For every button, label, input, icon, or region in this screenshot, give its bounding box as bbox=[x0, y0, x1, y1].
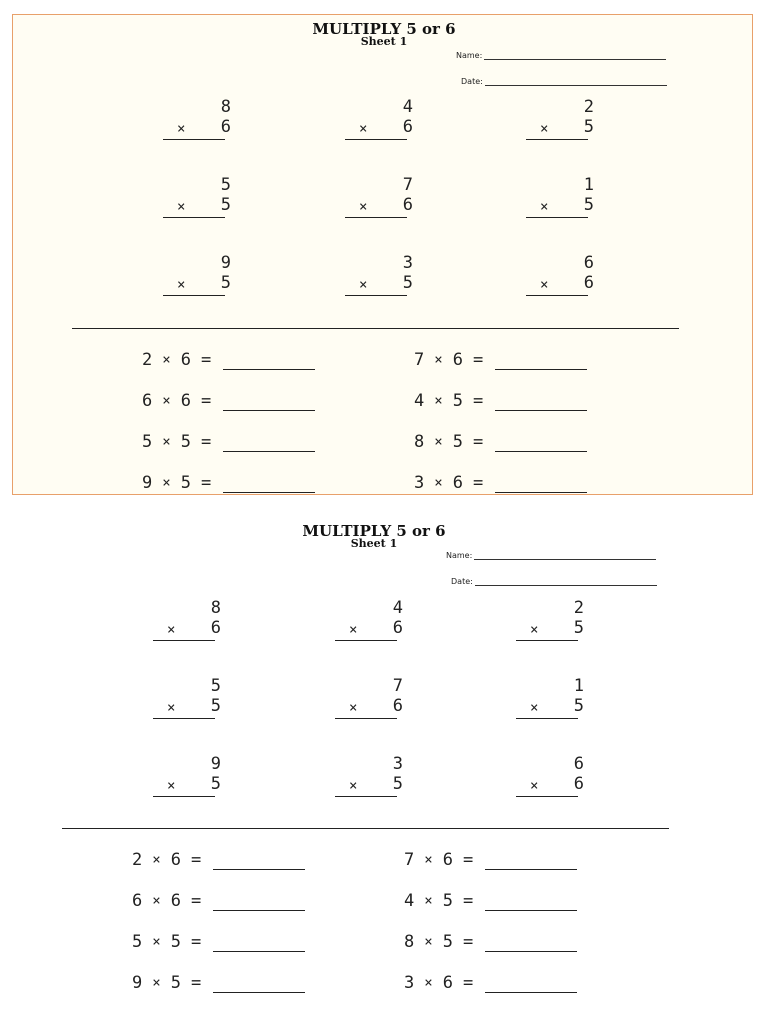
problem-top-number: 4 bbox=[392, 598, 403, 618]
problem-card bbox=[526, 97, 606, 159]
date-input-line[interactable] bbox=[485, 77, 667, 86]
date-label: Date: bbox=[461, 77, 483, 86]
equals-sign: = bbox=[462, 973, 474, 993]
equation-factor: 6 bbox=[442, 850, 453, 870]
name-label: Name: bbox=[446, 551, 473, 560]
problem-bottom-number: 6 bbox=[392, 618, 403, 638]
problem-bottom-number: 5 bbox=[402, 273, 413, 293]
worksheet-framed bbox=[0, 0, 768, 500]
problem-top-number: 1 bbox=[573, 676, 584, 696]
answer-rule bbox=[516, 718, 578, 719]
date-input-line[interactable] bbox=[475, 577, 657, 586]
equation-row bbox=[404, 969, 577, 993]
problem-top-number: 6 bbox=[583, 253, 594, 273]
problem-bottom-number: 6 bbox=[392, 696, 403, 716]
multiply-sign: × bbox=[162, 352, 171, 368]
problem-card bbox=[163, 175, 243, 237]
problem-bottom-number: 6 bbox=[210, 618, 221, 638]
answer-blank[interactable] bbox=[495, 433, 587, 452]
equals-sign: = bbox=[462, 932, 474, 952]
problem-bottom-number: 5 bbox=[210, 696, 221, 716]
answer-blank[interactable] bbox=[223, 392, 315, 411]
worksheet-title: MULTIPLY 5 or 6 bbox=[312, 20, 456, 38]
equation-row bbox=[414, 387, 587, 411]
multiply-sign: × bbox=[167, 622, 176, 638]
answer-rule bbox=[345, 295, 407, 296]
problem-card bbox=[163, 97, 243, 159]
answer-rule bbox=[526, 295, 588, 296]
multiply-sign: × bbox=[349, 700, 358, 716]
equation-factor: 6 bbox=[180, 391, 191, 411]
problem-card bbox=[153, 754, 233, 816]
equation-factor: 5 bbox=[442, 891, 453, 911]
answer-blank[interactable] bbox=[495, 351, 587, 370]
problem-top-number: 7 bbox=[402, 175, 413, 195]
problem-top-number: 4 bbox=[402, 97, 413, 117]
problem-bottom-number: 5 bbox=[573, 696, 584, 716]
answer-blank[interactable] bbox=[213, 933, 305, 952]
equation-factor: 9 bbox=[132, 973, 143, 993]
problem-card bbox=[335, 676, 415, 738]
problem-top-number: 8 bbox=[220, 97, 231, 117]
multiply-sign: × bbox=[349, 778, 358, 794]
equals-sign: = bbox=[200, 350, 212, 370]
equation-factor: 3 bbox=[414, 473, 425, 493]
equation-row bbox=[404, 846, 577, 870]
multiply-sign: × bbox=[359, 199, 368, 215]
equation-factor: 2 bbox=[142, 350, 153, 370]
name-label: Name: bbox=[456, 51, 483, 60]
problem-card bbox=[345, 97, 425, 159]
equation-factor: 5 bbox=[170, 973, 181, 993]
equation-row bbox=[414, 469, 587, 493]
answer-rule bbox=[335, 640, 397, 641]
problem-bottom-number: 6 bbox=[573, 774, 584, 794]
problem-bottom-number: 5 bbox=[220, 273, 231, 293]
problem-top-number: 2 bbox=[583, 97, 594, 117]
problem-top-number: 3 bbox=[392, 754, 403, 774]
answer-blank[interactable] bbox=[223, 433, 315, 452]
problem-card bbox=[153, 676, 233, 738]
equals-sign: = bbox=[200, 432, 212, 452]
multiply-sign: × bbox=[424, 852, 433, 868]
section-divider bbox=[62, 828, 669, 829]
problem-top-number: 6 bbox=[573, 754, 584, 774]
multiply-sign: × bbox=[177, 277, 186, 293]
problem-card bbox=[153, 598, 233, 660]
answer-rule bbox=[335, 718, 397, 719]
multiply-sign: × bbox=[424, 893, 433, 909]
problem-bottom-number: 6 bbox=[402, 117, 413, 137]
problem-bottom-number: 5 bbox=[583, 117, 594, 137]
problem-top-number: 7 bbox=[392, 676, 403, 696]
equals-sign: = bbox=[472, 350, 484, 370]
problem-bottom-number: 5 bbox=[583, 195, 594, 215]
answer-blank[interactable] bbox=[213, 851, 305, 870]
equation-factor: 2 bbox=[132, 850, 143, 870]
multiply-sign: × bbox=[434, 393, 443, 409]
multiply-sign: × bbox=[162, 393, 171, 409]
equation-factor: 8 bbox=[414, 432, 425, 452]
equation-row bbox=[132, 846, 305, 870]
equation-factor: 5 bbox=[452, 432, 463, 452]
problem-bottom-number: 6 bbox=[583, 273, 594, 293]
answer-rule bbox=[163, 139, 225, 140]
answer-blank[interactable] bbox=[495, 474, 587, 493]
multiply-sign: × bbox=[162, 475, 171, 491]
equation-row bbox=[414, 346, 587, 370]
problem-card bbox=[516, 676, 596, 738]
multiply-sign: × bbox=[359, 121, 368, 137]
multiply-sign: × bbox=[530, 778, 539, 794]
problem-top-number: 2 bbox=[573, 598, 584, 618]
multiply-sign: × bbox=[152, 893, 161, 909]
equals-sign: = bbox=[200, 391, 212, 411]
problem-card bbox=[516, 754, 596, 816]
problem-bottom-number: 5 bbox=[392, 774, 403, 794]
answer-rule bbox=[345, 217, 407, 218]
equation-factor: 6 bbox=[442, 973, 453, 993]
problem-card bbox=[335, 598, 415, 660]
answer-rule bbox=[516, 796, 578, 797]
problem-top-number: 9 bbox=[220, 253, 231, 273]
equation-factor: 4 bbox=[414, 391, 425, 411]
problem-bottom-number: 5 bbox=[210, 774, 221, 794]
answer-blank[interactable] bbox=[213, 974, 305, 993]
equation-factor: 7 bbox=[414, 350, 425, 370]
worksheet-plain bbox=[0, 508, 768, 1008]
multiply-sign: × bbox=[434, 475, 443, 491]
date-field[interactable] bbox=[451, 572, 657, 586]
worksheet-subtitle: Sheet 1 bbox=[350, 537, 398, 550]
equation-row bbox=[142, 428, 315, 452]
equals-sign: = bbox=[472, 391, 484, 411]
problem-top-number: 3 bbox=[402, 253, 413, 273]
equation-factor: 6 bbox=[452, 473, 463, 493]
problem-card bbox=[345, 175, 425, 237]
equals-sign: = bbox=[472, 432, 484, 452]
equation-factor: 6 bbox=[452, 350, 463, 370]
problem-card bbox=[335, 754, 415, 816]
problem-top-number: 8 bbox=[210, 598, 221, 618]
answer-blank[interactable] bbox=[485, 851, 577, 870]
multiply-sign: × bbox=[152, 975, 161, 991]
name-field[interactable] bbox=[456, 46, 666, 60]
equals-sign: = bbox=[190, 932, 202, 952]
name-input-line[interactable] bbox=[474, 551, 656, 560]
answer-rule bbox=[526, 139, 588, 140]
worksheet-subtitle: Sheet 1 bbox=[360, 35, 408, 48]
multiply-sign: × bbox=[540, 199, 549, 215]
name-field[interactable] bbox=[446, 546, 656, 560]
equals-sign: = bbox=[190, 891, 202, 911]
equation-factor: 5 bbox=[452, 391, 463, 411]
answer-blank[interactable] bbox=[485, 892, 577, 911]
multiply-sign: × bbox=[424, 975, 433, 991]
problem-card bbox=[163, 253, 243, 315]
equation-factor: 5 bbox=[442, 932, 453, 952]
answer-rule bbox=[335, 796, 397, 797]
equals-sign: = bbox=[190, 973, 202, 993]
multiply-sign: × bbox=[152, 934, 161, 950]
equation-factor: 6 bbox=[180, 350, 191, 370]
multiply-sign: × bbox=[540, 277, 549, 293]
multiply-sign: × bbox=[167, 778, 176, 794]
answer-rule bbox=[345, 139, 407, 140]
equation-factor: 8 bbox=[404, 932, 415, 952]
date-label: Date: bbox=[451, 577, 473, 586]
multiply-sign: × bbox=[167, 700, 176, 716]
equation-row bbox=[414, 428, 587, 452]
answer-blank[interactable] bbox=[213, 892, 305, 911]
answer-rule bbox=[163, 295, 225, 296]
answer-rule bbox=[153, 640, 215, 641]
multiply-sign: × bbox=[530, 622, 539, 638]
equals-sign: = bbox=[200, 473, 212, 493]
problem-top-number: 1 bbox=[583, 175, 594, 195]
equation-factor: 5 bbox=[132, 932, 143, 952]
answer-blank[interactable] bbox=[485, 974, 577, 993]
equation-factor: 6 bbox=[170, 850, 181, 870]
equation-row bbox=[132, 928, 305, 952]
answer-blank[interactable] bbox=[485, 933, 577, 952]
problem-top-number: 5 bbox=[210, 676, 221, 696]
equals-sign: = bbox=[462, 850, 474, 870]
equation-row bbox=[404, 928, 577, 952]
problem-top-number: 9 bbox=[210, 754, 221, 774]
equation-factor: 6 bbox=[170, 891, 181, 911]
equation-row bbox=[142, 387, 315, 411]
multiply-sign: × bbox=[177, 199, 186, 215]
problem-card bbox=[526, 175, 606, 237]
worksheet-title: MULTIPLY 5 or 6 bbox=[302, 522, 446, 540]
multiply-sign: × bbox=[162, 434, 171, 450]
problem-bottom-number: 5 bbox=[220, 195, 231, 215]
problem-bottom-number: 5 bbox=[573, 618, 584, 638]
equals-sign: = bbox=[462, 891, 474, 911]
answer-blank[interactable] bbox=[223, 351, 315, 370]
equation-factor: 5 bbox=[180, 432, 191, 452]
equation-factor: 6 bbox=[142, 391, 153, 411]
multiply-sign: × bbox=[434, 434, 443, 450]
equation-factor: 3 bbox=[404, 973, 415, 993]
equation-row bbox=[142, 469, 315, 493]
problem-top-number: 5 bbox=[220, 175, 231, 195]
equation-row bbox=[132, 887, 305, 911]
answer-rule bbox=[163, 217, 225, 218]
multiply-sign: × bbox=[434, 352, 443, 368]
multiply-sign: × bbox=[177, 121, 186, 137]
equals-sign: = bbox=[190, 850, 202, 870]
answer-rule bbox=[153, 718, 215, 719]
multiply-sign: × bbox=[424, 934, 433, 950]
answer-blank[interactable] bbox=[223, 474, 315, 493]
equation-factor: 4 bbox=[404, 891, 415, 911]
problem-card bbox=[516, 598, 596, 660]
problem-bottom-number: 6 bbox=[402, 195, 413, 215]
equation-factor: 5 bbox=[170, 932, 181, 952]
multiply-sign: × bbox=[359, 277, 368, 293]
equals-sign: = bbox=[472, 473, 484, 493]
answer-rule bbox=[526, 217, 588, 218]
answer-blank[interactable] bbox=[495, 392, 587, 411]
answer-rule bbox=[516, 640, 578, 641]
problem-card bbox=[526, 253, 606, 315]
equation-factor: 7 bbox=[404, 850, 415, 870]
multiply-sign: × bbox=[349, 622, 358, 638]
equation-row bbox=[142, 346, 315, 370]
problem-card bbox=[345, 253, 425, 315]
name-input-line[interactable] bbox=[484, 51, 666, 60]
multiply-sign: × bbox=[540, 121, 549, 137]
date-field[interactable] bbox=[461, 72, 667, 86]
equation-row bbox=[132, 969, 305, 993]
answer-rule bbox=[153, 796, 215, 797]
problem-bottom-number: 6 bbox=[220, 117, 231, 137]
equation-factor: 5 bbox=[142, 432, 153, 452]
multiply-sign: × bbox=[530, 700, 539, 716]
equation-factor: 6 bbox=[132, 891, 143, 911]
equation-factor: 5 bbox=[180, 473, 191, 493]
multiply-sign: × bbox=[152, 852, 161, 868]
equation-row bbox=[404, 887, 577, 911]
equation-factor: 9 bbox=[142, 473, 153, 493]
section-divider bbox=[72, 328, 679, 329]
